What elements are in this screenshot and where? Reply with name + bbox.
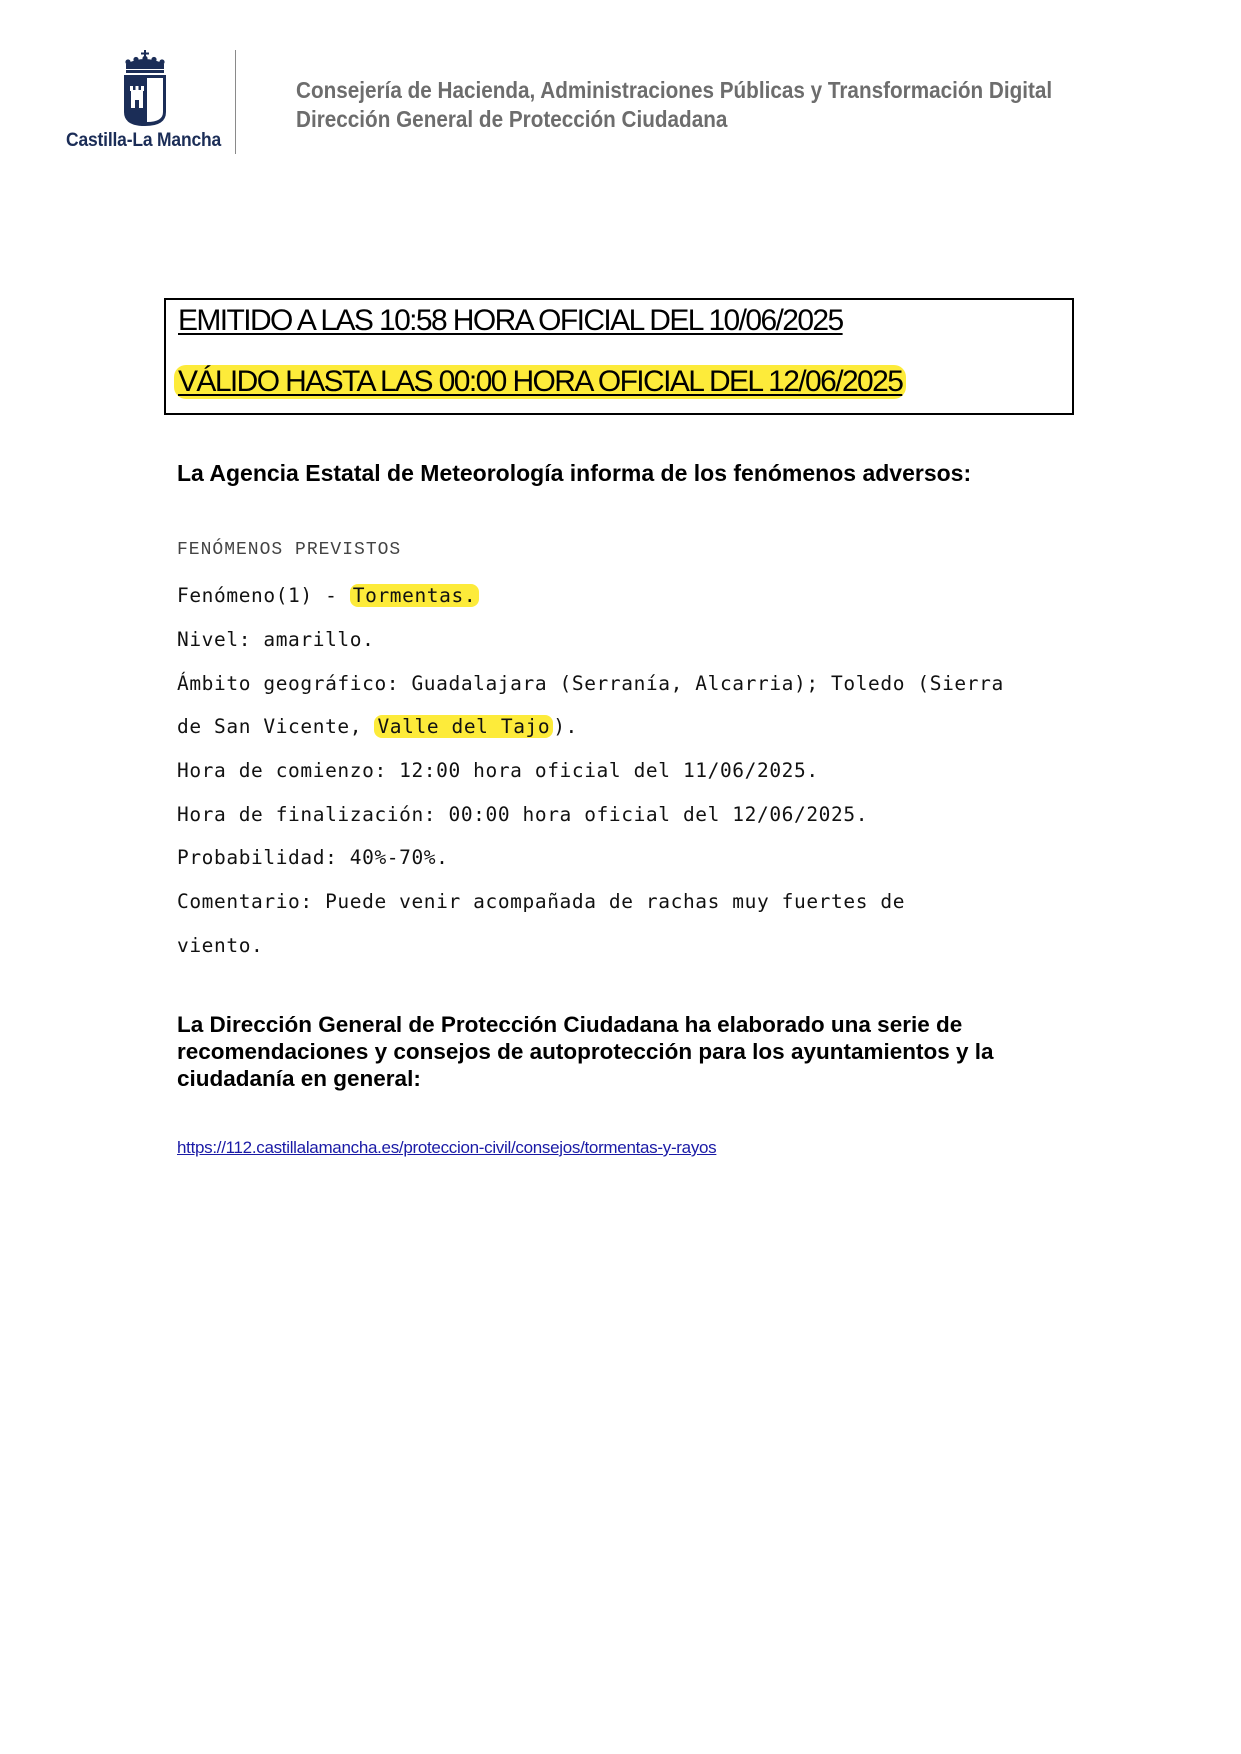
emitted-time: EMITIDO A LAS 10:58 HORA OFICIAL DEL 10/06/2025 (178, 304, 843, 337)
recommendations-text: La Dirección General de Protección Ciudadana ha elaborado una serie de recomendaciones y consejos de autoprotección para los ayuntamientos y la ciudadanía en general: (177, 1012, 994, 1091)
valid-until: VÁLIDO HASTA LAS 00:00 HORA OFICIAL DEL 12/06/2025 (174, 365, 906, 399)
area-highlight: Valle del Tajo (374, 715, 553, 738)
directorate-name: Dirección General de Protección Ciudadana (296, 106, 728, 132)
validity-box (164, 298, 1074, 415)
castilla-la-mancha-logo (62, 50, 232, 160)
department-name: Consejería de Hacienda, Administraciones Públicas y Transformación Digital (296, 77, 1053, 103)
area-line-1: Ámbito geográfico: Guadalajara (Serranía, Alcarria); Toledo (Sierra (177, 672, 1004, 695)
coat-of-arms-icon (120, 50, 170, 128)
phenomenon-line (177, 584, 479, 607)
intro-heading: La Agencia Estatal de Meteorología informa de los fenómenos adversos: (177, 460, 972, 486)
area-line-2-suffix: ). (553, 715, 578, 738)
advice-link[interactable]: https://112.castillalamancha.es/proteccion-civil/consejos/tormentas-y-rayos (177, 1138, 717, 1157)
comment-line-1: Comentario: Puede venir acompañada de rachas muy fuertes de (177, 890, 906, 913)
header-divider (235, 50, 236, 154)
area-line-2-prefix: de San Vicente, (177, 715, 375, 738)
phenomenon-prefix: Fenómeno(1) - (177, 584, 350, 607)
level-line: Nivel: amarillo. (177, 628, 375, 651)
start-time-line: Hora de comienzo: 12:00 hora oficial del 11/06/2025. (177, 759, 819, 782)
area-line-2 (177, 715, 578, 738)
end-time-line: Hora de finalización: 00:00 hora oficial del 12/06/2025. (177, 803, 869, 826)
comment-line-2: viento. (177, 934, 264, 957)
probability-line: Probabilidad: 40%-70%. (177, 846, 449, 869)
phenomenon-value: Tormentas. (350, 584, 479, 607)
logo-text: Castilla-La Mancha (66, 130, 222, 151)
section-label: FENÓMENOS PREVISTOS (177, 540, 402, 560)
